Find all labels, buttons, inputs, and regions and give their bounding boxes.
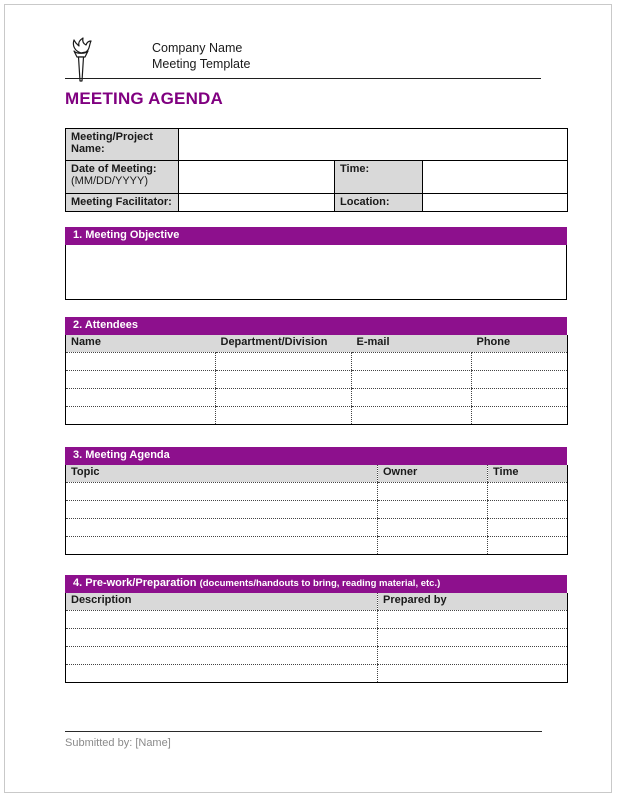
agenda-time-cell[interactable] [488,482,568,500]
agenda-row [66,536,568,554]
attendee-email-cell[interactable] [352,388,472,406]
attendee-department-cell[interactable] [216,370,352,388]
attendees-row [66,370,568,388]
prework-description-cell[interactable] [66,628,378,646]
attendees-table [65,335,568,425]
attendee-department-cell[interactable] [216,352,352,370]
agenda-topic-cell[interactable] [66,518,378,536]
attendee-email-cell[interactable] [352,406,472,424]
prework-description-cell[interactable] [66,646,378,664]
agenda-owner-cell[interactable] [378,482,488,500]
agenda-row [66,518,568,536]
attendee-name-cell[interactable] [66,352,216,370]
meeting-facilitator-value-cell[interactable] [179,194,335,212]
agenda-owner-cell[interactable] [378,500,488,518]
date-of-meeting-label: Date of Meeting: (MM/DD/YYYY) [66,161,179,194]
agenda-time-cell[interactable] [488,518,568,536]
attendee-name-cell[interactable] [66,406,216,424]
agenda-row [66,500,568,518]
prework-table [65,593,568,683]
agenda-col-owner: Owner [378,465,488,482]
footer-rule [65,731,542,732]
attendee-phone-cell[interactable] [472,370,568,388]
agenda-time-cell[interactable] [488,500,568,518]
attendees-col-email: E-mail [352,335,472,352]
agenda-time-cell[interactable] [488,536,568,554]
prework-col-prepared-by: Prepared by [378,593,568,610]
page-title: MEETING AGENDA [65,89,224,108]
attendee-phone-cell[interactable] [472,406,568,424]
attendee-email-cell[interactable] [352,352,472,370]
attendees-col-phone: Phone [472,335,568,352]
prework-prepared-by-cell[interactable] [378,610,568,628]
section-meeting-agenda [65,447,567,555]
meeting-objective-input-area[interactable] [65,245,567,300]
attendees-row [66,406,568,424]
date-format-hint: (MM/DD/YYYY) [71,175,148,187]
meeting-info-table [65,128,568,212]
section-meeting-agenda-header: 3. Meeting Agenda [65,447,567,465]
header-rule [65,78,541,79]
section-attendees [65,317,567,425]
attendees-row [66,388,568,406]
prework-title: 4. Pre-work/Preparation [73,577,197,589]
time-label: Time: [335,161,423,194]
torch-icon [64,37,98,88]
agenda-topic-cell[interactable] [66,500,378,518]
agenda-owner-cell[interactable] [378,536,488,554]
prework-prepared-by-cell[interactable] [378,664,568,682]
prework-prepared-by-cell[interactable] [378,646,568,664]
prework-title-note: (documents/handouts to bring, reading material, etc.) [199,578,441,589]
prework-col-description: Description [66,593,378,610]
prework-prepared-by-cell[interactable] [378,628,568,646]
attendees-col-department: Department/Division [216,335,352,352]
prework-row [66,664,568,682]
attendees-row [66,352,568,370]
location-value-cell[interactable] [423,194,568,212]
submitted-by-text: Submitted by: [Name] [65,737,171,749]
attendees-col-name: Name [66,335,216,352]
location-label: Location: [335,194,423,212]
meeting-project-value-cell[interactable] [179,129,568,161]
prework-row [66,628,568,646]
time-value-cell[interactable] [423,161,568,194]
attendee-name-cell[interactable] [66,370,216,388]
attendee-phone-cell[interactable] [472,388,568,406]
prework-description-cell[interactable] [66,664,378,682]
section-meeting-objective-header: 1. Meeting Objective [65,227,567,245]
company-name: Company Name [152,41,243,55]
prework-row [66,646,568,664]
attendee-phone-cell[interactable] [472,352,568,370]
prework-row [66,610,568,628]
meeting-project-label: Meeting/Project Name: [66,129,179,161]
agenda-owner-cell[interactable] [378,518,488,536]
attendee-name-cell[interactable] [66,388,216,406]
section-attendees-header: 2. Attendees [65,317,567,335]
agenda-row [66,482,568,500]
date-of-meeting-value-cell[interactable] [179,161,335,194]
agenda-col-time: Time [488,465,568,482]
agenda-col-topic: Topic [66,465,378,482]
meeting-facilitator-label: Meeting Facilitator: [66,194,179,212]
attendee-department-cell[interactable] [216,406,352,424]
section-prework [65,575,567,683]
company-block [152,40,250,72]
meeting-agenda-table [65,465,568,555]
attendee-department-cell[interactable] [216,388,352,406]
attendee-email-cell[interactable] [352,370,472,388]
prework-description-cell[interactable] [66,610,378,628]
document-name: Meeting Template [152,57,251,71]
section-meeting-objective [65,227,567,300]
section-prework-header [65,575,567,593]
agenda-topic-cell[interactable] [66,536,378,554]
agenda-topic-cell[interactable] [66,482,378,500]
